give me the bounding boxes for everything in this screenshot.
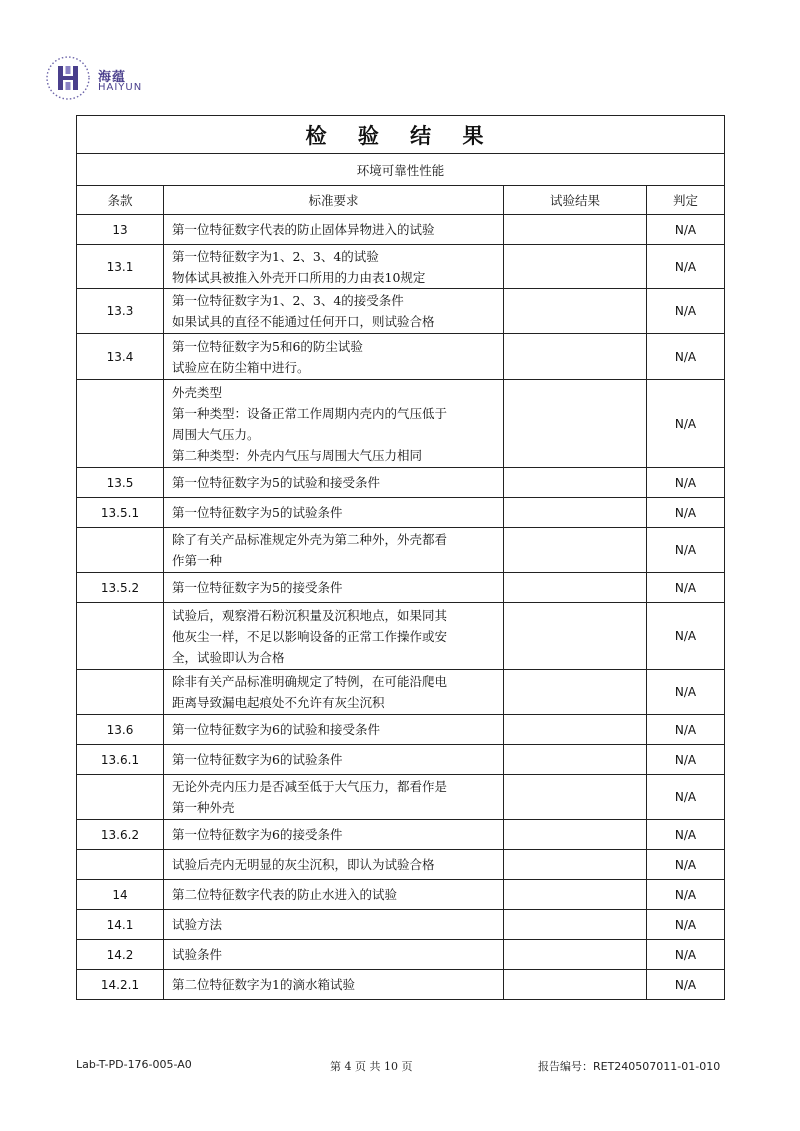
requirement-cell [164,880,504,910]
requirement-line: 他灰尘一样，不足以影响设备的正常工作操作或安 [172,628,448,644]
requirement-line: 第二种类型：外壳内气压与周围大气压力相同 [172,447,423,463]
company-logo [44,54,154,104]
result-cell [504,468,647,498]
clause-cell [77,380,164,468]
requirement-line: 试验条件 [172,947,223,962]
header-requirement: 标准要求 [164,186,504,215]
clause-cell: 14.2 [77,940,164,970]
verdict-cell: N/A [647,850,725,880]
page-number: 第 4 页 共 10 页 [330,1060,413,1073]
result-cell [504,573,647,603]
result-cell [504,715,647,745]
requirement-line: 无论外壳内压力是否减至低于大气压力，都看作是 [172,779,448,794]
requirement-line: 第一位特征数字为6的试验和接受条件 [172,722,380,737]
table-row [77,715,725,745]
requirement-line: 第一位特征数字为1、2、3、4的接受条件 [172,293,404,308]
requirement-line: 如果试具的直径不能通过任何开口，则试验合格 [172,314,435,329]
result-cell [504,775,647,820]
table-row [77,820,725,850]
header-verdict: 判定 [647,186,725,215]
verdict-cell: N/A [647,745,725,775]
table-row [77,940,725,970]
requirement-cell [164,850,504,880]
clause-cell: 13 [77,215,164,245]
table-row [77,528,725,573]
table-row [77,215,725,245]
requirement-line: 作第一种 [172,553,223,568]
table-row [77,880,725,910]
table-row [77,910,725,940]
requirement-line: 除非有关产品标准明确规定了特例，在可能沿爬电 [172,674,448,689]
result-cell [504,215,647,245]
result-cell [504,940,647,970]
requirement-line: 第一位特征数字为5的试验条件 [172,505,343,520]
requirement-line: 试验后，观察滑石粉沉积量及沉积地点，如果同其 [172,607,448,623]
section-heading: 环境可靠性性能 [77,154,725,186]
requirement-line: 除了有关产品标准规定外壳为第二种外，外壳都看 [172,532,448,547]
requirement-cell [164,775,504,820]
table-row [77,573,725,603]
result-cell [504,820,647,850]
requirement-cell [164,573,504,603]
clause-cell: 13.3 [77,289,164,334]
requirement-cell [164,940,504,970]
verdict-cell: N/A [647,215,725,245]
requirement-line: 第一位特征数字代表的防止固体异物进入的试验 [172,222,435,237]
result-cell [504,498,647,528]
requirement-cell [164,245,504,289]
result-cell [504,380,647,468]
requirement-line: 第二位特征数字代表的防止水进入的试验 [172,887,398,902]
requirement-line: 距离导致漏电起痕处不允许有灰尘沉积 [172,695,385,710]
requirement-cell [164,334,504,380]
report-number: 报告编号：RET240507011-01-010 [538,1060,721,1073]
document-code: Lab-T-PD-176-005-A0 [76,1058,192,1071]
requirement-cell [164,970,504,1000]
requirement-line: 试验方法 [172,917,223,932]
clause-cell: 13.4 [77,334,164,380]
verdict-cell: N/A [647,334,725,380]
requirement-cell [164,820,504,850]
requirement-line: 物体试具被推入外壳开口所用的力由表10规定 [172,269,426,285]
table-title: 检 验 结 果 [77,116,725,154]
verdict-cell: N/A [647,468,725,498]
result-cell [504,880,647,910]
requirement-line: 第一位特征数字为5和6的防尘试验 [172,338,363,354]
logo-name-cn: 海蕴 [98,70,127,85]
requirement-cell [164,745,504,775]
table-row [77,289,725,334]
haiyun-logo-icon [44,54,92,102]
table-row [77,334,725,380]
result-cell [504,745,647,775]
table-row [77,468,725,498]
requirement-cell [164,215,504,245]
requirement-cell [164,468,504,498]
result-cell [504,910,647,940]
clause-cell [77,850,164,880]
clause-cell [77,775,164,820]
logo-name-en: HAIYUN [98,82,143,93]
table-row [77,380,725,468]
table-row [77,670,725,715]
verdict-cell: N/A [647,380,725,468]
verdict-cell: N/A [647,245,725,289]
requirement-cell [164,715,504,745]
result-cell [504,603,647,670]
verdict-cell: N/A [647,775,725,820]
requirement-line: 第一位特征数字为5的接受条件 [172,580,343,595]
clause-cell: 13.1 [77,245,164,289]
requirement-cell [164,528,504,573]
requirement-line: 第一位特征数字为6的试验条件 [172,752,343,767]
clause-cell [77,528,164,573]
clause-cell: 14.1 [77,910,164,940]
requirement-line: 试验应在防尘箱中进行。 [172,359,310,375]
verdict-cell: N/A [647,528,725,573]
clause-cell: 14.2.1 [77,970,164,1000]
clause-cell: 13.6.1 [77,745,164,775]
table-row [77,603,725,670]
table-row [77,745,725,775]
table-row [77,850,725,880]
requirement-cell [164,670,504,715]
requirement-line: 第二位特征数字为1的滴水箱试验 [172,977,355,992]
clause-cell [77,670,164,715]
table-row [77,498,725,528]
clause-cell: 13.6 [77,715,164,745]
requirement-line: 外壳类型 [172,384,223,400]
verdict-cell: N/A [647,603,725,670]
clause-cell: 14 [77,880,164,910]
requirement-cell [164,498,504,528]
requirement-line: 试验后壳内无明显的灰尘沉积，即认为试验合格 [172,857,435,872]
result-cell [504,670,647,715]
result-cell [504,245,647,289]
table-row [77,970,725,1000]
verdict-cell: N/A [647,670,725,715]
requirement-line: 第一种外壳 [172,800,235,815]
verdict-cell: N/A [647,970,725,1000]
requirement-cell [164,380,504,468]
table-row [77,775,725,820]
verdict-cell: N/A [647,573,725,603]
header-result: 试验结果 [504,186,647,215]
requirement-line: 第一位特征数字为6的接受条件 [172,827,343,842]
verdict-cell: N/A [647,715,725,745]
requirement-line: 全，试验即认为合格 [172,649,285,665]
clause-cell: 13.6.2 [77,820,164,850]
verdict-cell: N/A [647,498,725,528]
result-cell [504,528,647,573]
table-row [77,245,725,289]
verdict-cell: N/A [647,880,725,910]
requirement-line: 第一位特征数字为1、2、3、4的试验 [172,248,379,264]
clause-cell: 13.5.2 [77,573,164,603]
requirement-cell [164,603,504,670]
result-cell [504,970,647,1000]
requirement-line: 第一位特征数字为5的试验和接受条件 [172,475,380,490]
requirement-cell [164,910,504,940]
result-cell [504,850,647,880]
clause-cell [77,603,164,670]
verdict-cell: N/A [647,910,725,940]
requirement-line: 周围大气压力。 [172,426,260,442]
inspection-results-table [76,115,725,1000]
result-cell [504,334,647,380]
verdict-cell: N/A [647,940,725,970]
header-clause: 条款 [77,186,164,215]
requirement-cell [164,289,504,334]
requirement-line: 第一种类型：设备正常工作周期内壳内的气压低于 [172,405,448,421]
clause-cell: 13.5 [77,468,164,498]
verdict-cell: N/A [647,289,725,334]
result-cell [504,289,647,334]
verdict-cell: N/A [647,820,725,850]
clause-cell: 13.5.1 [77,498,164,528]
